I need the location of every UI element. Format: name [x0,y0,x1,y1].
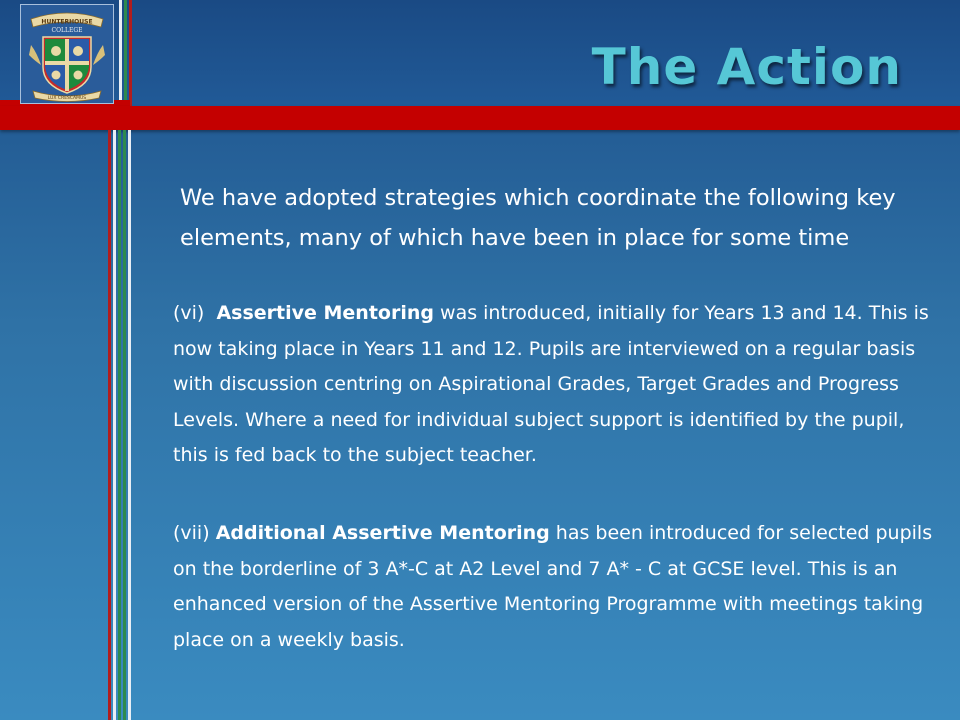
red-header-bar [0,106,960,130]
vertical-stripe-top-red [129,0,132,106]
point-vi-body: was introduced, initially for Years 13 and 14. This is now taking place in Years 11 and 12. Pupils are interviewed on a regular basis with discussion centring on Aspirational Grades, Target Grades and Progress Levels. Where a need for individual subject support is identified by the pupil, this is fed back to the subject teacher. [173,302,929,466]
point-vii-heading: Additional Assertive Mentoring [215,522,550,544]
intro-paragraph: We have adopted strategies which coordinate the following key elements, many of which have been in place for some time [180,185,896,251]
vertical-stripe-body-green [118,130,121,720]
crest-sub-text: COLLEGE [51,27,83,34]
vertical-stripe-body-red [108,130,111,720]
vertical-stripe-body-green-2 [123,130,126,720]
crest-motto: LUX CRESCAMUS [47,96,87,101]
point-vi-heading: Assertive Mentoring [216,302,434,324]
point-vi-number: (vi) [173,302,205,324]
point-vii-number: (vii) [173,522,210,544]
crest-top-text: HUNTERHOUSE [41,18,93,26]
vertical-stripe-top-green [124,0,127,106]
point-vii-body: has been introduced for selected pupils on the borderline of 3 A*-C at A2 Level and 7 A* - C at GCSE level. This is an enhanced version of the Assertive Mentoring Programme with meetings taking place on a weekly basis. [173,522,933,651]
vertical-stripe-body-white [113,130,116,720]
point-vi [173,296,938,474]
school-crest-logo [20,4,114,104]
slide-title: The Action [591,38,902,96]
vertical-stripe-top-white [119,0,122,106]
point-vii [173,516,938,658]
vertical-stripe-body-white-2 [128,130,131,720]
